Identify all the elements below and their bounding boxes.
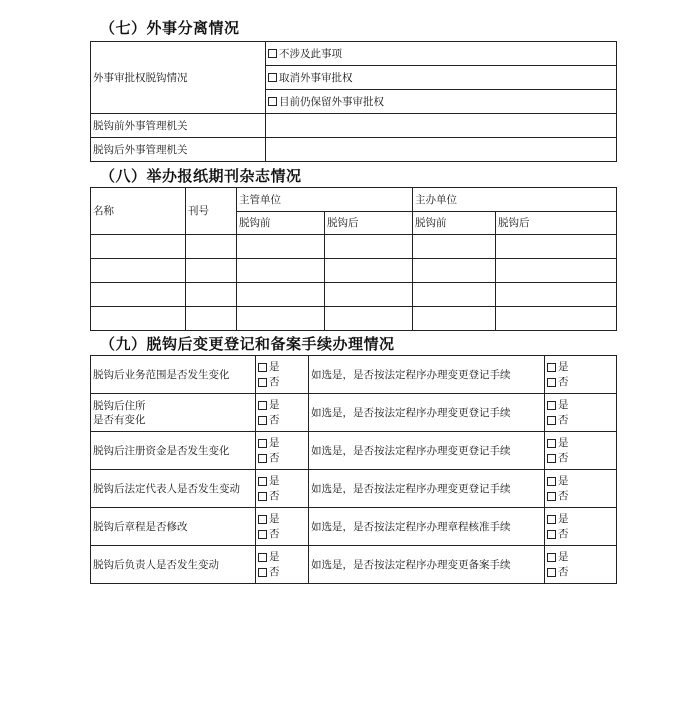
section8-table: [90, 187, 617, 331]
checkbox-icon[interactable]: [258, 401, 267, 410]
table-row: [91, 394, 617, 432]
supervisor-after-header: 脱钩后: [325, 212, 413, 235]
procedure-yes-no[interactable]: [545, 470, 617, 508]
option-not-involved[interactable]: 不涉及此事项: [266, 42, 617, 66]
table-cell[interactable]: [496, 259, 617, 283]
table-cell[interactable]: [91, 307, 186, 331]
table-row: [91, 432, 617, 470]
change-question: 脱钩后住所 是否有变化: [91, 394, 256, 432]
change-question: 脱钩后注册资金是否发生变化: [91, 432, 256, 470]
post-decouple-authority-label: 脱钩后外事管理机关: [91, 138, 266, 162]
checkbox-icon[interactable]: [258, 492, 267, 501]
change-question: 脱钩后法定代表人是否发生变动: [91, 470, 256, 508]
change-question: 脱钩后章程是否修改: [91, 508, 256, 546]
checkbox-icon[interactable]: [258, 454, 267, 463]
table-row: [91, 508, 617, 546]
checkbox-icon[interactable]: [547, 477, 556, 486]
change-option-no[interactable]: 否: [258, 413, 306, 428]
change-question: 脱钩后负责人是否发生变动: [91, 546, 256, 584]
checkbox-icon[interactable]: [258, 553, 267, 562]
table-cell[interactable]: [91, 283, 186, 307]
table-cell[interactable]: [413, 259, 496, 283]
table-cell[interactable]: [496, 307, 617, 331]
procedure-yes-no[interactable]: [545, 546, 617, 584]
checkbox-icon[interactable]: [258, 439, 267, 448]
option-retain-approval[interactable]: 目前仍保留外事审批权: [266, 90, 617, 114]
table-cell[interactable]: [325, 259, 413, 283]
checkbox-icon[interactable]: [258, 416, 267, 425]
procedure-question: 如选是，是否按法定程序办理变更登记手续: [309, 356, 545, 394]
change-yes-no[interactable]: [256, 356, 309, 394]
checkbox-icon[interactable]: [258, 568, 267, 577]
change-option-no[interactable]: 否: [258, 451, 306, 466]
checkbox-icon[interactable]: [547, 492, 556, 501]
section9-title: （九）脱钩后变更登记和备案手续办理情况: [100, 335, 395, 353]
checkbox-icon[interactable]: [547, 416, 556, 425]
procedure-option-no[interactable]: 否: [547, 489, 614, 504]
foreign-approval-label: 外事审批权脱钩情况: [91, 42, 266, 114]
table-cell[interactable]: [237, 283, 325, 307]
procedure-question: 如选是，是否按法定程序办理章程核准手续: [309, 508, 545, 546]
procedure-question: 如选是，是否按法定程序办理变更登记手续: [309, 394, 545, 432]
option-cancel-approval[interactable]: 取消外事审批权: [266, 66, 617, 90]
procedure-question: 如选是，是否按法定程序办理变更登记手续: [309, 432, 545, 470]
change-yes-no[interactable]: [256, 394, 309, 432]
post-decouple-authority-field[interactable]: [266, 138, 617, 162]
table-cell[interactable]: [91, 259, 186, 283]
procedure-option-yes[interactable]: 是: [547, 550, 614, 565]
procedure-option-yes[interactable]: 是: [547, 360, 614, 375]
change-option-no[interactable]: 否: [258, 375, 306, 390]
checkbox-icon[interactable]: [547, 378, 556, 387]
procedure-question: 如选是，是否按法定程序办理变更登记手续: [309, 470, 545, 508]
change-option-yes[interactable]: 是: [258, 398, 306, 413]
table-cell[interactable]: [237, 259, 325, 283]
table-cell[interactable]: [237, 235, 325, 259]
checkbox-icon[interactable]: [258, 363, 267, 372]
table-cell[interactable]: [413, 283, 496, 307]
table-cell[interactable]: [186, 235, 237, 259]
table-cell[interactable]: [325, 235, 413, 259]
change-question: 脱钩后业务范围是否发生变化: [91, 356, 256, 394]
change-option-yes[interactable]: 是: [258, 550, 306, 565]
procedure-option-yes[interactable]: 是: [547, 398, 614, 413]
checkbox-icon[interactable]: [547, 454, 556, 463]
sponsor-before-header: 脱钩前: [413, 212, 496, 235]
change-yes-no[interactable]: [256, 508, 309, 546]
procedure-yes-no[interactable]: [545, 432, 617, 470]
table-cell[interactable]: [237, 307, 325, 331]
table-cell[interactable]: [325, 283, 413, 307]
checkbox-icon[interactable]: [268, 97, 277, 106]
table-row: [91, 470, 617, 508]
pre-decouple-authority-label: 脱钩前外事管理机关: [91, 114, 266, 138]
table-row: [91, 356, 617, 394]
table-cell[interactable]: [186, 283, 237, 307]
procedure-option-no[interactable]: 否: [547, 375, 614, 390]
table-cell[interactable]: [496, 235, 617, 259]
procedure-option-no[interactable]: 否: [547, 527, 614, 542]
checkbox-icon[interactable]: [547, 401, 556, 410]
supervisor-before-header: 脱钩前: [237, 212, 325, 235]
procedure-yes-no[interactable]: [545, 356, 617, 394]
change-yes-no[interactable]: [256, 546, 309, 584]
procedure-question: 如选是，是否按法定程序办理变更备案手续: [309, 546, 545, 584]
checkbox-icon[interactable]: [268, 73, 277, 82]
table-row: [91, 307, 617, 331]
checkbox-icon[interactable]: [268, 49, 277, 58]
checkbox-icon[interactable]: [258, 378, 267, 387]
table-cell[interactable]: [186, 259, 237, 283]
col-name-header: 名称: [91, 188, 186, 235]
section8-title: （八）举办报纸期刊杂志情况: [100, 167, 302, 185]
table-row: [91, 283, 617, 307]
change-option-yes[interactable]: 是: [258, 436, 306, 451]
change-yes-no[interactable]: [256, 432, 309, 470]
procedure-option-yes[interactable]: 是: [547, 474, 614, 489]
checkbox-icon[interactable]: [258, 477, 267, 486]
col-issue-header: 刊号: [186, 188, 237, 235]
sponsor-after-header: 脱钩后: [496, 212, 617, 235]
checkbox-icon[interactable]: [258, 530, 267, 539]
checkbox-icon[interactable]: [547, 363, 556, 372]
change-option-no[interactable]: 否: [258, 527, 306, 542]
procedure-option-yes[interactable]: 是: [547, 512, 614, 527]
pre-decouple-authority-field[interactable]: [266, 114, 617, 138]
checkbox-icon[interactable]: [547, 568, 556, 577]
col-supervisor-header: 主管单位: [237, 188, 413, 212]
checkbox-icon[interactable]: [547, 530, 556, 539]
change-option-no[interactable]: 否: [258, 565, 306, 580]
section7-table: [90, 41, 617, 162]
table-row: [91, 235, 617, 259]
checkbox-icon[interactable]: [547, 515, 556, 524]
change-yes-no[interactable]: [256, 470, 309, 508]
procedure-option-no[interactable]: 否: [547, 565, 614, 580]
section9-table: [90, 355, 617, 584]
table-cell[interactable]: [413, 235, 496, 259]
procedure-yes-no[interactable]: [545, 508, 617, 546]
table-cell[interactable]: [186, 307, 237, 331]
checkbox-icon[interactable]: [547, 439, 556, 448]
procedure-option-no[interactable]: 否: [547, 451, 614, 466]
change-option-yes[interactable]: 是: [258, 474, 306, 489]
section7-title: （七）外事分离情况: [100, 19, 240, 37]
table-cell[interactable]: [325, 307, 413, 331]
table-row: [91, 546, 617, 584]
table-cell[interactable]: [496, 283, 617, 307]
table-cell[interactable]: [413, 307, 496, 331]
table-row: [91, 259, 617, 283]
col-sponsor-header: 主办单位: [413, 188, 617, 212]
change-option-no[interactable]: 否: [258, 489, 306, 504]
procedure-yes-no[interactable]: [545, 394, 617, 432]
table-cell[interactable]: [91, 235, 186, 259]
checkbox-icon[interactable]: [547, 553, 556, 562]
change-option-yes[interactable]: 是: [258, 512, 306, 527]
procedure-option-no[interactable]: 否: [547, 413, 614, 428]
checkbox-icon[interactable]: [258, 515, 267, 524]
change-option-yes[interactable]: 是: [258, 360, 306, 375]
procedure-option-yes[interactable]: 是: [547, 436, 614, 451]
